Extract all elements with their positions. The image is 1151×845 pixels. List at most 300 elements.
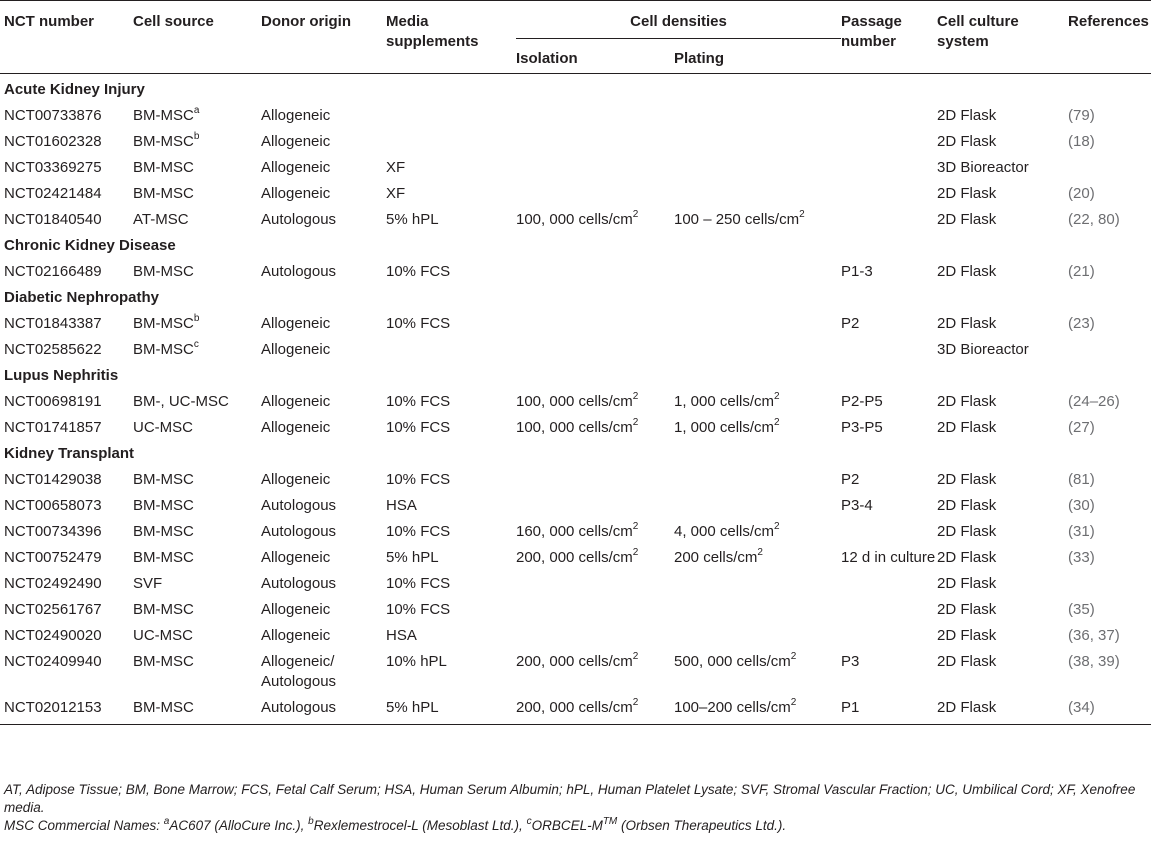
cell-source-text: BM-MSC — [133, 497, 194, 514]
donor-origin-text: Autologous — [261, 497, 337, 514]
passage-text: P3-P5 — [841, 419, 883, 436]
cell-source — [133, 334, 261, 360]
cell-donor-origin — [261, 334, 386, 360]
cell-nct-number — [0, 594, 133, 620]
header-cell-culture-system: Cell culture system — [937, 13, 1019, 50]
cell-source-text: BM-MSC — [133, 523, 194, 540]
cell-isolation-density — [516, 516, 674, 542]
isolation-sup: 2 — [632, 209, 639, 220]
cell-media-supplements — [386, 490, 516, 516]
table-row — [0, 100, 1151, 126]
cell-media-supplements — [386, 412, 516, 438]
cell-references — [1068, 542, 1151, 568]
media-text: 10% FCS — [386, 601, 451, 618]
cell-nct-number — [0, 256, 133, 282]
cell-donor-origin — [261, 594, 386, 620]
nct-number: NCT02012153 — [4, 699, 102, 716]
cell-references — [1068, 464, 1151, 490]
footnote-abbreviations: AT, Adipose Tissue; BM, Bone Marrow; FCS, Fetal Calf Serum; HSA, Human Serum Albumin; hPL, Human Platelet Lysate; SVF, Stromal Vascular Fraction; UC, Umbilical Cord; XF, Xenofree media. — [4, 782, 1136, 815]
media-text: 10% FCS — [386, 471, 451, 488]
culture-system-text: 2D Flask — [937, 699, 997, 716]
table-row — [0, 152, 1151, 178]
cell-plating-density — [674, 516, 841, 542]
cell-source — [133, 568, 261, 594]
culture-system-text: 2D Flask — [937, 549, 997, 566]
cell-donor-origin — [261, 568, 386, 594]
cell-source — [133, 516, 261, 542]
cell-source-text: BM-MSC — [133, 133, 194, 150]
culture-system-text: 2D Flask — [937, 653, 997, 670]
cell-nct-number — [0, 178, 133, 204]
cell-media-supplements — [386, 178, 516, 204]
header-references: References — [1068, 13, 1149, 30]
cell-nct-number — [0, 126, 133, 152]
culture-system-text: 2D Flask — [937, 263, 997, 280]
cell-nct-number — [0, 334, 133, 360]
cell-culture-system — [937, 516, 1068, 542]
cell-source-text: AT-MSC — [133, 211, 189, 228]
cell-donor-origin — [261, 620, 386, 646]
cell-references — [1068, 152, 1151, 178]
cell-donor-origin — [261, 692, 386, 725]
cell-isolation-density — [516, 178, 674, 204]
cell-donor-origin — [261, 516, 386, 542]
isolation-sup: 2 — [632, 697, 639, 708]
nct-number: NCT02421484 — [4, 185, 102, 202]
footnote-tm: TM — [602, 815, 618, 827]
cell-references — [1068, 334, 1151, 360]
nct-number: NCT01843387 — [4, 315, 102, 332]
cell-isolation-density — [516, 334, 674, 360]
cell-culture-system — [937, 126, 1068, 152]
cell-plating-density — [674, 204, 841, 230]
isolation-sup: 2 — [632, 417, 639, 428]
cell-media-supplements — [386, 126, 516, 152]
cell-source-text: BM-MSC — [133, 159, 194, 176]
cell-passage-number — [841, 334, 937, 360]
culture-system-text: 3D Bioreactor — [937, 341, 1029, 358]
cell-passage-number — [841, 386, 937, 412]
cell-nct-number — [0, 386, 133, 412]
cell-isolation-density — [516, 100, 674, 126]
media-text: 5% hPL — [386, 549, 439, 566]
nct-number: NCT00733876 — [4, 107, 102, 124]
cell-references — [1068, 178, 1151, 204]
table-row — [0, 516, 1151, 542]
references-text: (30) — [1068, 497, 1095, 514]
header-cell-source: Cell source — [133, 13, 214, 30]
cell-donor-origin — [261, 542, 386, 568]
cell-source-text: BM-, UC-MSC — [133, 393, 229, 410]
cell-culture-system — [937, 334, 1068, 360]
cell-passage-number — [841, 620, 937, 646]
donor-origin-text: Allogeneic — [261, 393, 331, 410]
table-row — [0, 594, 1151, 620]
cell-isolation-density — [516, 646, 674, 692]
isolation-sup: 2 — [632, 521, 639, 532]
cell-media-supplements — [386, 594, 516, 620]
cell-references — [1068, 308, 1151, 334]
references-text: (20) — [1068, 185, 1095, 202]
plating-sup: 2 — [774, 391, 780, 402]
cell-source-text: BM-MSC — [133, 549, 194, 566]
table-row — [0, 178, 1151, 204]
cell-plating-density — [674, 334, 841, 360]
table-row — [0, 308, 1151, 334]
cell-nct-number — [0, 412, 133, 438]
cell-passage-number — [841, 126, 937, 152]
cell-source — [133, 126, 261, 152]
table-row — [0, 620, 1151, 646]
cell-passage-number — [841, 594, 937, 620]
plating-sup: 2 — [757, 547, 763, 558]
cell-culture-system — [937, 620, 1068, 646]
cell-source — [133, 542, 261, 568]
cell-passage-number — [841, 516, 937, 542]
cell-passage-number — [841, 692, 937, 725]
cell-culture-system — [937, 100, 1068, 126]
cell-references — [1068, 386, 1151, 412]
cell-culture-system — [937, 646, 1068, 692]
cell-source — [133, 308, 261, 334]
cell-source — [133, 152, 261, 178]
donor-origin-text: Allogeneic — [261, 315, 331, 332]
cell-source-text: BM-MSC — [133, 315, 194, 332]
cell-culture-system — [937, 178, 1068, 204]
isolation-text: 100, 000 cells/cm — [516, 393, 633, 410]
culture-system-text: 2D Flask — [937, 497, 997, 514]
footnote-commercial-names — [4, 817, 1144, 835]
table-row — [0, 646, 1151, 692]
media-text: 10% hPL — [386, 653, 447, 670]
cell-nct-number — [0, 620, 133, 646]
plating-sup: 2 — [774, 521, 780, 532]
cell-nct-number — [0, 464, 133, 490]
nct-number: NCT01840540 — [4, 211, 102, 228]
isolation-text: 200, 000 cells/cm — [516, 653, 633, 670]
donor-origin-text: Autologous — [261, 575, 337, 592]
footnote-sup-b: b — [308, 815, 314, 827]
donor-origin-text: Allogeneic — [261, 159, 331, 176]
cell-source-text: BM-MSC — [133, 107, 194, 124]
nct-number: NCT02409940 — [4, 653, 102, 670]
plating-text: 100–200 cells/cm — [674, 699, 791, 716]
cell-references — [1068, 516, 1151, 542]
references-text: (31) — [1068, 523, 1095, 540]
donor-origin-text: Autologous — [261, 523, 337, 540]
isolation-sup: 2 — [632, 391, 639, 402]
cell-plating-density — [674, 646, 841, 692]
cell-isolation-density — [516, 386, 674, 412]
cell-source-text: BM-MSC — [133, 263, 194, 280]
cell-donor-origin — [261, 204, 386, 230]
isolation-text: 200, 000 cells/cm — [516, 699, 633, 716]
cell-donor-origin — [261, 464, 386, 490]
nct-number: NCT02585622 — [4, 341, 102, 358]
nct-number: NCT02492490 — [4, 575, 102, 592]
cell-nct-number — [0, 152, 133, 178]
cell-nct-number — [0, 542, 133, 568]
cell-isolation-density — [516, 542, 674, 568]
nct-number: NCT00752479 — [4, 549, 102, 566]
nct-number: NCT00658073 — [4, 497, 102, 514]
donor-origin-text: Allogeneic — [261, 627, 331, 644]
references-text: (24–26) — [1068, 393, 1120, 410]
nct-number: NCT02166489 — [4, 263, 102, 280]
cell-isolation-density — [516, 152, 674, 178]
cell-passage-number — [841, 568, 937, 594]
cell-nct-number — [0, 308, 133, 334]
nct-number: NCT00698191 — [4, 393, 102, 410]
cell-media-supplements — [386, 308, 516, 334]
plating-sup: 2 — [774, 417, 780, 428]
cell-culture-system — [937, 152, 1068, 178]
cell-media-supplements — [386, 692, 516, 725]
plating-sup: 2 — [790, 651, 797, 662]
culture-system-text: 2D Flask — [937, 393, 997, 410]
media-text: 10% FCS — [386, 523, 451, 540]
cell-culture-system — [937, 568, 1068, 594]
cell-plating-density — [674, 594, 841, 620]
table-row — [0, 464, 1151, 490]
media-text: 10% FCS — [386, 419, 451, 436]
culture-system-text: 2D Flask — [937, 315, 997, 332]
cell-references — [1068, 126, 1151, 152]
cell-media-supplements — [386, 334, 516, 360]
culture-system-text: 3D Bioreactor — [937, 159, 1029, 176]
plating-text: 1, 000 cells/cm — [674, 393, 775, 410]
passage-text: P1-3 — [841, 263, 873, 280]
references-text: (23) — [1068, 315, 1095, 332]
passage-text: P2-P5 — [841, 393, 883, 410]
cell-nct-number — [0, 100, 133, 126]
footnote-name-b: Rexlemestrocel-L (Mesoblast Ltd.), — [313, 818, 527, 833]
cell-source — [133, 464, 261, 490]
header-plating: Plating — [674, 50, 725, 67]
cell-source-sup: b — [193, 131, 200, 142]
culture-system-text: 2D Flask — [937, 627, 997, 644]
cell-references — [1068, 568, 1151, 594]
nct-number: NCT01602328 — [4, 133, 102, 150]
cell-source-text: BM-MSC — [133, 471, 194, 488]
header-donor-origin: Donor origin — [261, 13, 351, 30]
table-row — [0, 204, 1151, 230]
footnote-name-c: ORBCEL-M — [531, 818, 603, 833]
cell-references — [1068, 692, 1151, 725]
nct-number: NCT02561767 — [4, 601, 102, 618]
cell-source — [133, 646, 261, 692]
passage-text: P1 — [841, 699, 860, 716]
cell-donor-origin — [261, 386, 386, 412]
cell-media-supplements — [386, 386, 516, 412]
cell-passage-number — [841, 256, 937, 282]
plating-text: 200 cells/cm — [674, 549, 758, 566]
cell-references — [1068, 412, 1151, 438]
table-row — [0, 126, 1151, 152]
media-text: 10% FCS — [386, 315, 451, 332]
plating-text: 100 – 250 cells/cm — [674, 211, 800, 228]
donor-origin-text: Autologous — [261, 211, 337, 228]
culture-system-text: 2D Flask — [937, 601, 997, 618]
cell-plating-density — [674, 178, 841, 204]
cell-references — [1068, 490, 1151, 516]
cell-passage-number — [841, 152, 937, 178]
cell-references — [1068, 256, 1151, 282]
cell-culture-system — [937, 412, 1068, 438]
footnote-name-a: AC607 (AlloCure Inc.), — [169, 818, 309, 833]
table-row — [0, 256, 1151, 282]
cell-culture-system — [937, 490, 1068, 516]
plating-text: 500, 000 cells/cm — [674, 653, 791, 670]
references-text: (33) — [1068, 549, 1095, 566]
passage-text: P2 — [841, 471, 860, 488]
section-row — [0, 74, 1151, 101]
table-row — [0, 568, 1151, 594]
culture-system-text: 2D Flask — [937, 185, 997, 202]
cell-references — [1068, 646, 1151, 692]
cell-plating-density — [674, 490, 841, 516]
cell-isolation-density — [516, 692, 674, 725]
plating-sup: 2 — [790, 697, 797, 708]
media-text: 10% FCS — [386, 575, 451, 592]
cell-source — [133, 620, 261, 646]
media-text: HSA — [386, 497, 417, 514]
culture-system-text: 2D Flask — [937, 133, 997, 150]
cell-donor-origin — [261, 412, 386, 438]
cell-passage-number — [841, 308, 937, 334]
cell-media-supplements — [386, 620, 516, 646]
cell-source — [133, 412, 261, 438]
media-text: 10% FCS — [386, 263, 451, 280]
cell-donor-origin — [261, 126, 386, 152]
cell-source-text: BM-MSC — [133, 185, 194, 202]
cell-nct-number — [0, 646, 133, 692]
cell-donor-origin — [261, 646, 386, 692]
donor-origin-text: Allogeneic — [261, 549, 331, 566]
cell-culture-system — [937, 692, 1068, 725]
cell-source-sup: a — [193, 105, 200, 116]
cell-media-supplements — [386, 204, 516, 230]
cell-plating-density — [674, 152, 841, 178]
cell-plating-density — [674, 100, 841, 126]
cell-isolation-density — [516, 126, 674, 152]
cell-nct-number — [0, 204, 133, 230]
donor-origin-text: Allogeneic/ Autologous — [261, 653, 337, 690]
header-passage-number: Passage number — [841, 13, 902, 50]
cell-plating-density — [674, 542, 841, 568]
cell-passage-number — [841, 490, 937, 516]
cell-media-supplements — [386, 100, 516, 126]
cell-isolation-density — [516, 308, 674, 334]
cell-passage-number — [841, 100, 937, 126]
cell-isolation-density — [516, 204, 674, 230]
cell-donor-origin — [261, 178, 386, 204]
table-row — [0, 542, 1151, 568]
references-text: (22, 80) — [1068, 211, 1120, 228]
cell-source-text: BM-MSC — [133, 653, 194, 670]
header-isolation: Isolation — [516, 50, 578, 67]
cell-isolation-density — [516, 620, 674, 646]
cell-source — [133, 100, 261, 126]
isolation-sup: 2 — [632, 651, 639, 662]
section-row — [0, 360, 1151, 386]
nct-number: NCT03369275 — [4, 159, 102, 176]
donor-origin-text: Allogeneic — [261, 107, 331, 124]
media-text: 5% hPL — [386, 211, 439, 228]
cell-passage-number — [841, 412, 937, 438]
cell-source-text: SVF — [133, 575, 163, 592]
passage-text: P3 — [841, 653, 860, 670]
plating-sup: 2 — [799, 209, 805, 220]
references-text: (36, 37) — [1068, 627, 1120, 644]
cell-media-supplements — [386, 256, 516, 282]
cell-isolation-density — [516, 464, 674, 490]
cell-culture-system — [937, 542, 1068, 568]
media-text: XF — [386, 185, 406, 202]
cell-source-text: BM-MSC — [133, 341, 194, 358]
culture-system-text: 2D Flask — [937, 419, 997, 436]
nct-number: NCT02490020 — [4, 627, 102, 644]
cell-source — [133, 594, 261, 620]
cell-source-text: BM-MSC — [133, 699, 194, 716]
donor-origin-text: Allogeneic — [261, 133, 331, 150]
header-cell-densities — [516, 1, 841, 40]
cell-references — [1068, 620, 1151, 646]
cell-culture-system — [937, 256, 1068, 282]
culture-system-text: 2D Flask — [937, 471, 997, 488]
cell-plating-density — [674, 692, 841, 725]
cell-nct-number — [0, 490, 133, 516]
references-text: (18) — [1068, 133, 1095, 150]
cell-nct-number — [0, 692, 133, 725]
references-text: (79) — [1068, 107, 1095, 124]
plating-text: 1, 000 cells/cm — [674, 419, 775, 436]
cell-culture-system — [937, 204, 1068, 230]
cell-plating-density — [674, 256, 841, 282]
cell-donor-origin — [261, 308, 386, 334]
cell-passage-number — [841, 178, 937, 204]
culture-system-text: 2D Flask — [937, 211, 997, 228]
cell-source — [133, 178, 261, 204]
cell-references — [1068, 594, 1151, 620]
header-cell-densities-label: Cell densities — [630, 13, 727, 30]
cell-plating-density — [674, 412, 841, 438]
cell-plating-density — [674, 464, 841, 490]
cell-isolation-density — [516, 594, 674, 620]
passage-text: P2 — [841, 315, 860, 332]
references-text: (81) — [1068, 471, 1095, 488]
passage-text: 12 d in culture — [841, 549, 936, 566]
cell-isolation-density — [516, 490, 674, 516]
isolation-text: 200, 000 cells/cm — [516, 549, 633, 566]
cell-isolation-density — [516, 256, 674, 282]
cell-source — [133, 490, 261, 516]
cell-donor-origin — [261, 256, 386, 282]
isolation-text: 100, 000 cells/cm — [516, 211, 633, 228]
cell-isolation-density — [516, 568, 674, 594]
media-text: HSA — [386, 627, 417, 644]
culture-system-text: 2D Flask — [937, 107, 997, 124]
cell-source — [133, 256, 261, 282]
footnote-sup-c: c — [526, 815, 532, 827]
cell-culture-system — [937, 308, 1068, 334]
nct-number: NCT01741857 — [4, 419, 102, 436]
nct-number: NCT00734396 — [4, 523, 102, 540]
cell-source — [133, 386, 261, 412]
cell-culture-system — [937, 594, 1068, 620]
section-title: Lupus Nephritis — [4, 367, 119, 384]
table-footnotes — [4, 781, 1144, 835]
